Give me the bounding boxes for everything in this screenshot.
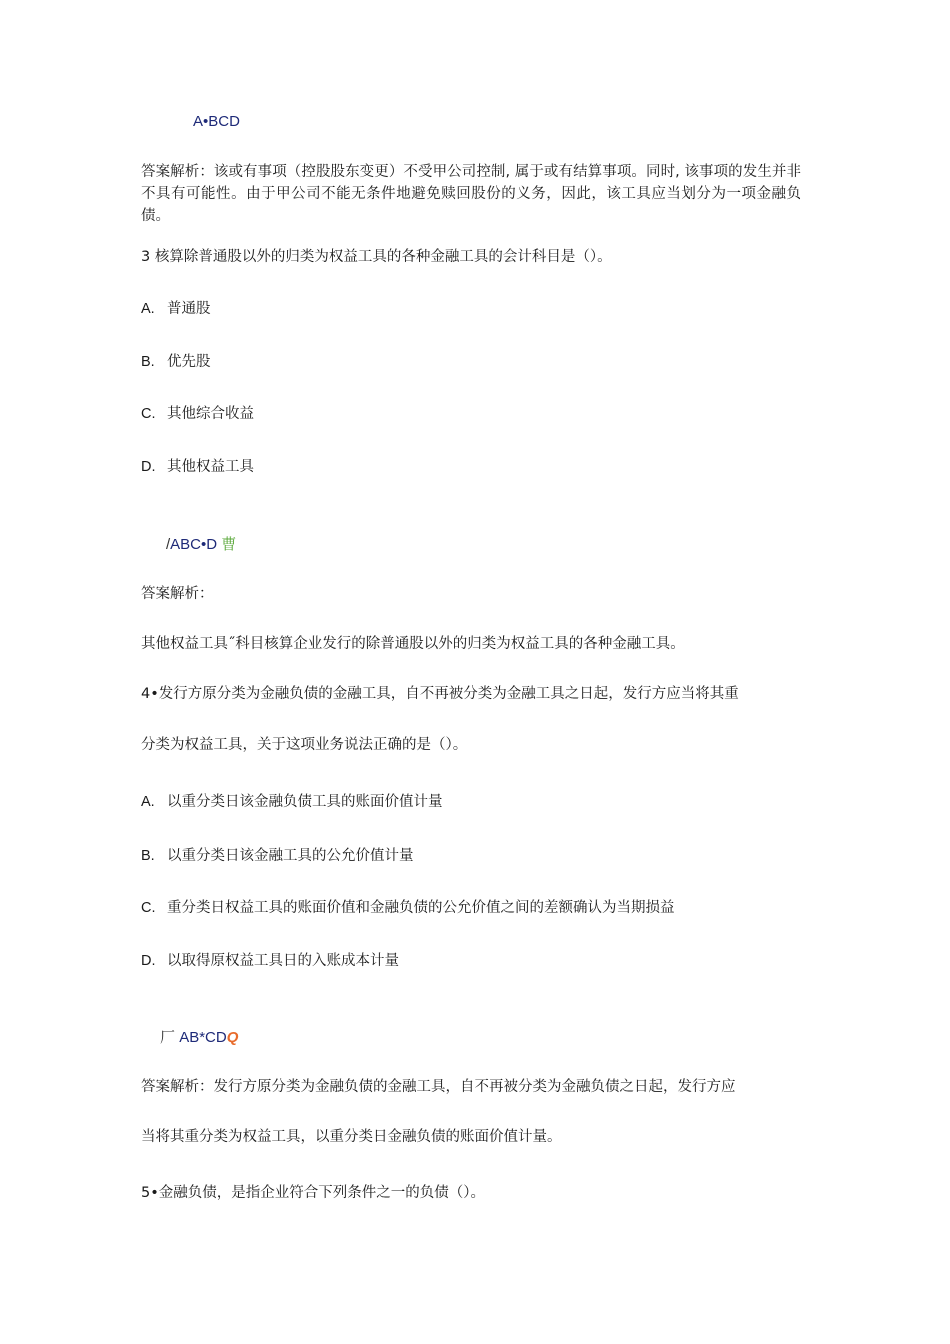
answer-prefix-mark: 厂	[160, 1029, 176, 1046]
option-letter: D.	[141, 953, 156, 969]
option-text: 其他综合收益	[167, 406, 254, 422]
option-letter: A.	[141, 301, 155, 317]
question-3-stem: 3 核算除普通股以外的归类为权益工具的各种金融工具的会计科目是（）。	[141, 249, 612, 265]
explanation-q4-line2: 当将其重分类为权益工具，以重分类日金融负债的账面价值计量。	[141, 1129, 562, 1145]
answer-suffix-mark: Q	[226, 1029, 239, 1046]
explanation-q3: 其他权益工具˝科目核算企业发行的除普通股以外的归类为权益工具的各种金融工具。	[141, 636, 685, 652]
option-letter: A.	[141, 794, 155, 810]
option-letter: C.	[141, 406, 156, 422]
answer-text: A•BCD	[193, 113, 240, 130]
explanation-label-q3: 答案解析：	[141, 586, 214, 602]
explanation-q4-line1: 答案解析：发行方原分类为金融负债的金融工具，自不再被分类为金融负债之日起，发行方应	[141, 1079, 736, 1095]
answer-key-q2	[193, 112, 240, 132]
option-text: 以重分类日该金融工具的公允价值计量	[167, 848, 414, 864]
answer-key-q4	[160, 1028, 238, 1048]
option-text: 以重分类日该金融负债工具的账面价值计量	[167, 794, 443, 810]
answer-suffix-mark: 曹	[221, 535, 237, 553]
question-4-stem-line2: 分类为权益工具，关于这项业务说法正确的是（）。	[141, 737, 468, 753]
question-5-stem: 5•金融负债，是指企业符合下列条件之一的负债（）。	[141, 1185, 486, 1201]
option-text: 以取得原权益工具日的入账成本计量	[167, 953, 399, 969]
answer-text: ABC•D	[170, 536, 218, 553]
option-text: 优先股	[167, 354, 211, 370]
answer-key-q3	[166, 534, 236, 555]
option-letter: C.	[141, 900, 156, 916]
q3-option-d	[141, 457, 254, 477]
answer-text: AB*CD	[179, 1029, 227, 1046]
option-text: 普通股	[167, 301, 211, 317]
q3-option-a	[141, 299, 211, 319]
explanation-q2: 答案解析：该或有事项（控股股东变更）不受甲公司控制, 属于或有结算事项。同时, 该事项的发生并非不具有可能性。由于甲公司不能无条件地避免赎回股份的义务，因此，该工具应当划分为一项金融负债。	[141, 164, 801, 224]
option-text: 其他权益工具	[167, 459, 254, 475]
option-text: 重分类日权益工具的账面价值和金融负债的公允价值之间的差额确认为当期损益	[167, 900, 675, 916]
option-letter: B.	[141, 354, 155, 370]
q4-option-d	[141, 951, 399, 971]
answer-prefix-mark: /	[166, 536, 171, 553]
q4-option-b	[141, 846, 414, 866]
question-4-stem-line1: 4•发行方原分类为金融负债的金融工具，自不再被分类为金融工具之日起，发行方应当将其重	[141, 686, 739, 702]
q4-option-c	[141, 898, 675, 918]
q3-option-c	[141, 404, 254, 424]
q3-option-b	[141, 352, 211, 372]
q4-option-a	[141, 792, 443, 812]
option-letter: B.	[141, 848, 155, 864]
option-letter: D.	[141, 459, 156, 475]
